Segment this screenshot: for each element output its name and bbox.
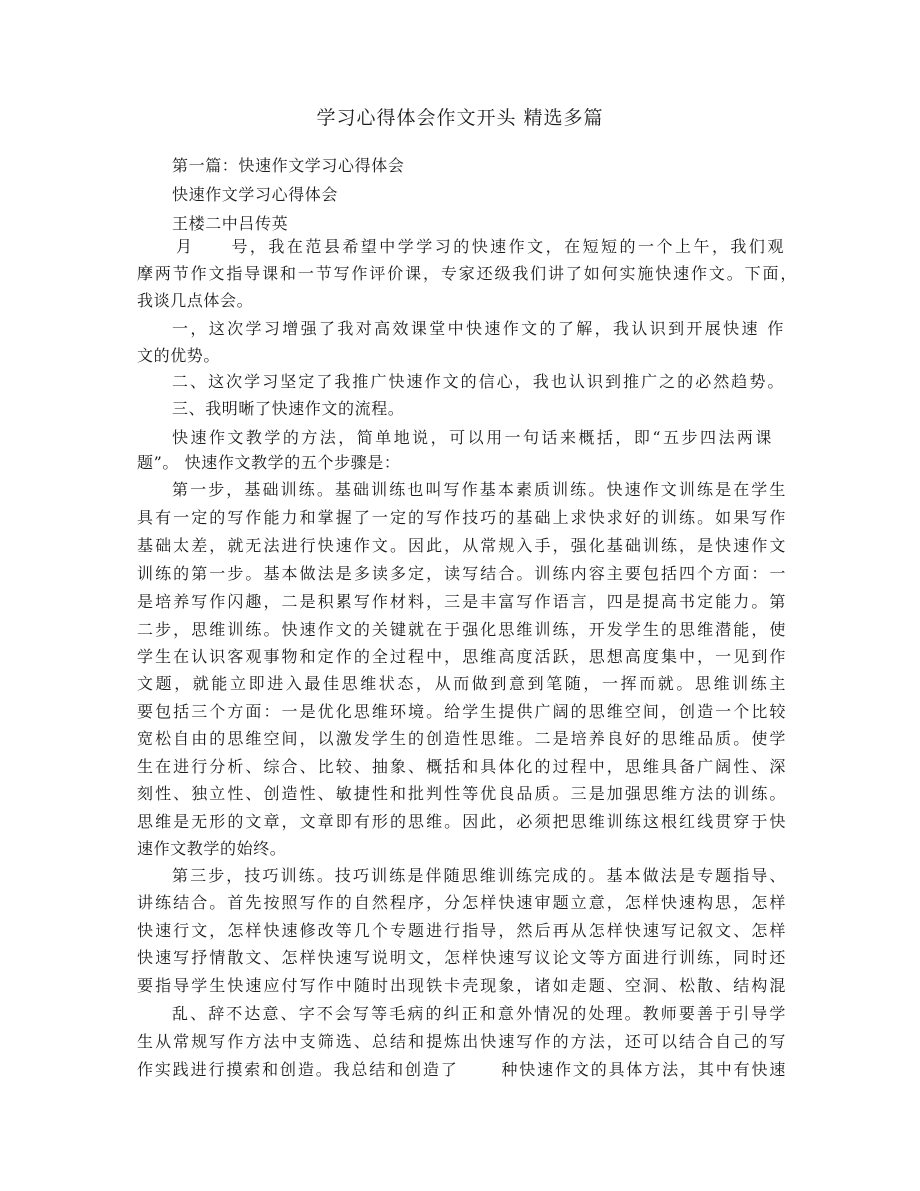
text-line: 速作文教学的始终。 bbox=[137, 839, 287, 858]
text-line: 文的优势。 bbox=[137, 346, 221, 365]
text-line: 快速行文，怎样快速修改等几个专题进行指导，然后再从怎样快速写记叙文、怎样 bbox=[137, 921, 786, 940]
document-title: 学习心得体会作文开头 精选多篇 bbox=[316, 107, 604, 129]
text-line: 文题，就能立即进入最佳思维状态，从而做到意到笔随，一挥而就。思维训练主 bbox=[137, 674, 786, 693]
text-line: 第一篇：快速作文学习心得体会 bbox=[172, 156, 405, 175]
text-line: 题”。 快速作文教学的五个步骤是： bbox=[137, 453, 401, 472]
text-line: 刻性、独立性、创造性、敏捷性和批判性等优良品质。三是加强思维方法的训练。 bbox=[137, 784, 786, 803]
text-line: 二步，思维训练。快速作文的关键就在于强化思维训练，开发学生的思维潜能，使 bbox=[137, 620, 786, 639]
text-line: 具有一定的写作能力和掌握了一定的写作技巧的基础上求快求好的训练。如果写作 bbox=[137, 508, 786, 527]
text-line: 第三步，技巧训练。技巧训练是伴随思维训练完成的。基本做法是专题指导、 bbox=[172, 866, 786, 885]
text-line: 是培养写作闪趣，二是积累写作材料，三是丰富写作语言，四是提高书定能力。第 bbox=[137, 592, 786, 611]
text-line: 生在进行分析、综合、比较、抽象、概括和具体化的过程中，思维具备广阔性、深 bbox=[137, 757, 786, 776]
text-line: 二、这次学习坚定了我推广快速作文的信心，我也认识到推广之的必然趋势。 bbox=[172, 372, 784, 391]
text-line: 乱、辞不达意、字不会写等毛病的纠正和意外情况的处理。教师要善于引导学 bbox=[172, 1004, 786, 1023]
text-line: 训练的第一步。基本做法是多读多定，读写结合。训练内容主要包括四个方面：一 bbox=[137, 564, 786, 583]
text-line: 思维是无形的文章，文章即有形的思维。因此，必须把思维训练这根红线贯穿于快 bbox=[137, 812, 786, 831]
text-line: 第一步，基础训练。基础训练也叫写作基本素质训练。快速作文训练是在学生 bbox=[172, 480, 786, 499]
text-line: 快速写抒情散文、怎样快速写说明文，怎样快速写议论文等方面进行训练，同时还 bbox=[137, 948, 786, 967]
text-line: 我谈几点体会。 bbox=[137, 291, 254, 310]
text-line: 要指导学生快速应付写作中随时出现铁卡壳现象，诸如走题、空洞、松散、结构混 bbox=[137, 976, 786, 995]
text-line: 学生在认识客观事物和定作的全过程中，思维高度活跃，思想高度集中，一见到作 bbox=[137, 647, 786, 666]
text-line: 一，这次学习增强了我对高效课堂中快速作文的了解，我认识到开展快速 作 bbox=[172, 319, 784, 338]
text-line: 月 号，我在范县希望中学学习的快速作文，在短短的一个上午，我们观 bbox=[176, 237, 784, 256]
text-line: 要包括三个方面：一是优化思维环境。给学生提供广阔的思维空间，创造一个比较 bbox=[137, 702, 786, 721]
text-line: 摩两节作文指导课和一节写作评价课，专家还级我们讲了如何实施快速作文。下面， bbox=[137, 264, 797, 283]
text-line: 王楼二中吕传英 bbox=[172, 214, 289, 233]
text-line: 快速作文学习心得体会 bbox=[172, 185, 339, 204]
text-line: 基础太差，就无法进行快速作文。因此，从常规入手，强化基础训练，是快速作文 bbox=[137, 536, 786, 555]
text-line: 讲练结合。首先按照写作的自然程序，分怎样快速审题立意，怎样快速构思，怎样 bbox=[137, 893, 786, 912]
text-line: 快速作文教学的方法，简单地说，可以用一句话来概括，即“五步四法两课 bbox=[172, 428, 772, 447]
text-line: 作实践进行摸索和创造。我总结和创造了 种快速作文的具体方法，其中有快速 bbox=[137, 1060, 786, 1079]
text-line: 宽松自由的思维空间，以激发学生的创造性思维。二是培养良好的思维品质。使学 bbox=[137, 729, 786, 748]
text-line: 三、我明晰了快速作文的流程。 bbox=[172, 399, 405, 418]
text-line: 生从常规写作方法中支筛选、总结和提炼出快速写作的方法，还可以结合自己的写 bbox=[137, 1032, 786, 1051]
